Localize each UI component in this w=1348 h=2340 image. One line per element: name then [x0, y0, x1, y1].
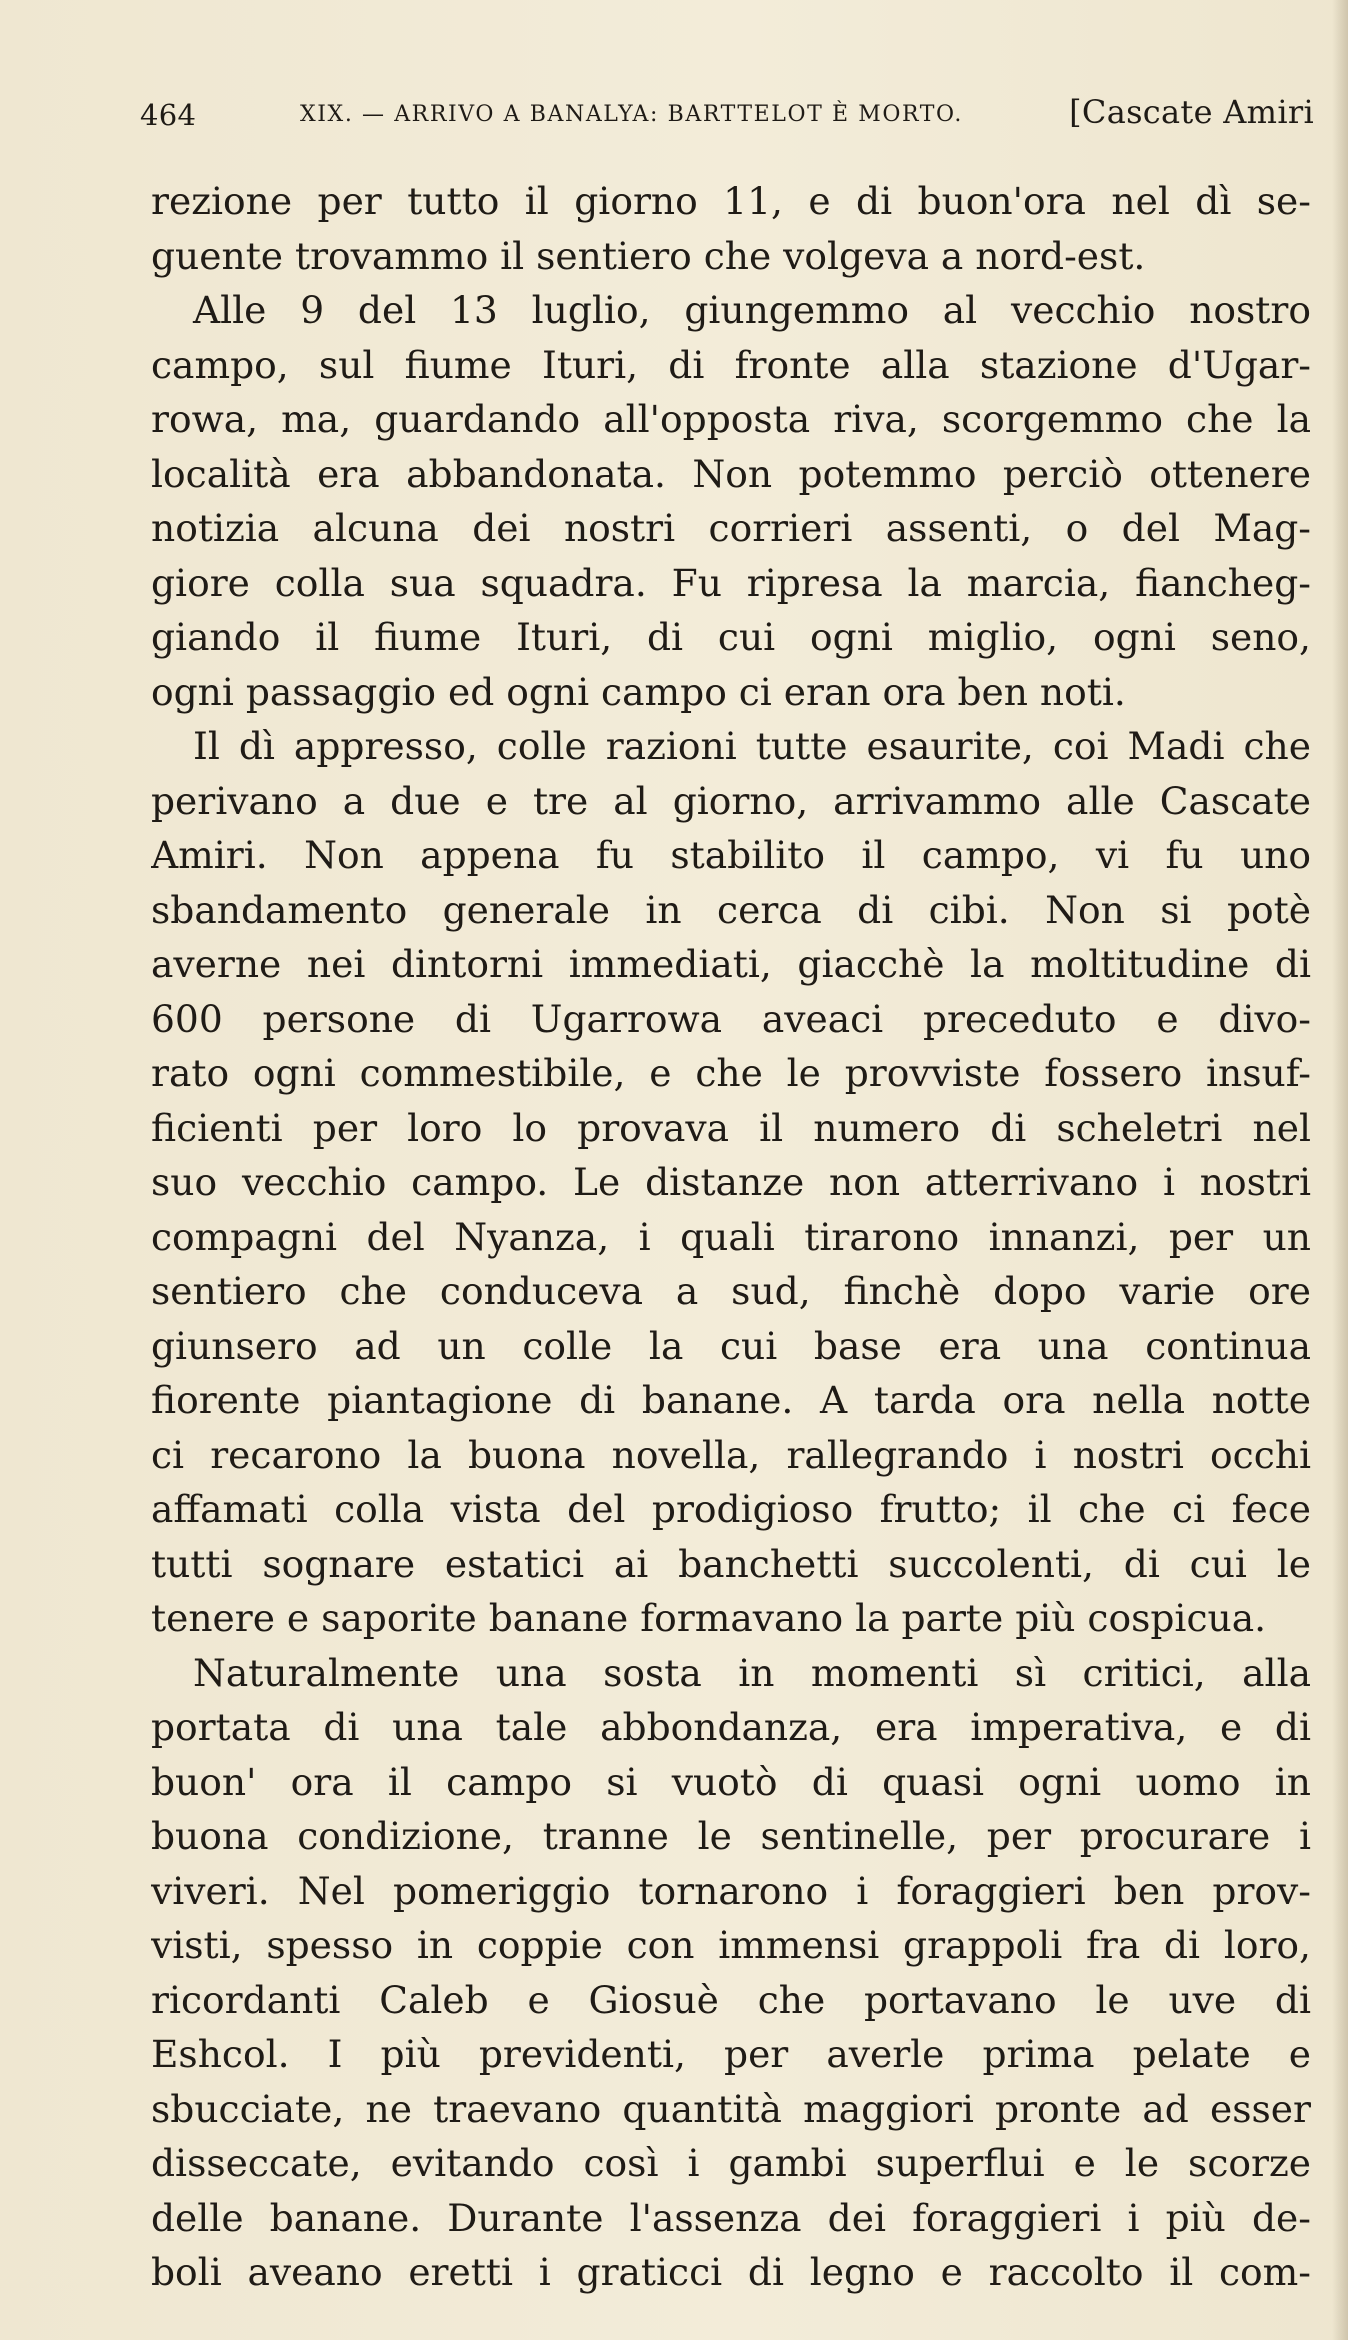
text-line: viveri. Nel pomeriggio tornarono i foraggieri ben prov-: [151, 1868, 1311, 1913]
text-line: Naturalmente una sosta in momenti sì critici, alla: [193, 1650, 1311, 1695]
text-line: tenere e saporite banane formavano la parte più cospicua.: [151, 1596, 1267, 1640]
text-line: ficienti per loro lo provava il numero di scheletri nel: [151, 1105, 1311, 1150]
text-line: località era abbandonata. Non potemmo perciò ottenere: [151, 451, 1311, 496]
text-line: notizia alcuna dei nostri corrieri assenti, o del Mag-: [151, 506, 1311, 550]
text-line: buon' ora il campo si vuotò di quasi ogni uomo in: [151, 1759, 1311, 1804]
text-line: ricordanti Caleb e Giosuè che portavano le uve di: [151, 1977, 1311, 2022]
text-line: ci recarono la buona novella, rallegrando i nostri occhi: [151, 1432, 1311, 1477]
text-line: guente trovammo il sentiero che volgeva a nord-est.: [151, 233, 1146, 278]
text-line: visti, spesso in coppie con immensi grappoli fra di loro,: [151, 1923, 1311, 1967]
page-number: 464: [140, 98, 197, 132]
text-line: averne nei dintorni immediati, giacchè la moltitudine di: [151, 942, 1311, 986]
running-title: XIX. — ARRIVO A BANALYA: BARTTELOT È MORTO.: [300, 102, 963, 127]
text-line: sbucciate, ne traevano quantità maggiori pronte ad esser: [151, 2086, 1311, 2131]
text-line: buona condizione, tranne le sentinelle, per procurare i: [151, 1814, 1311, 1858]
text-line: giando il fiume Ituri, di cui ogni miglio, ogni seno,: [151, 615, 1311, 659]
text-line: rowa, ma, guardando all'opposta riva, scorgemmo che la: [151, 397, 1311, 441]
section-note: [Cascate Amiri: [1069, 93, 1314, 131]
text-line: perivano a due e tre al giorno, arrivammo alle Cascate: [151, 778, 1311, 823]
text-line: boli aveano eretti i graticci di legno e raccolto il com-: [151, 2250, 1311, 2294]
text-line: compagni del Nyanza, i quali tirarono innanzi, per un: [151, 1214, 1311, 1259]
text-line: Alle 9 del 13 luglio, giungemmo al vecchio nostro: [193, 288, 1311, 332]
text-line: giunsero ad un colle la cui base era una continua: [151, 1323, 1311, 1368]
page-header: [140, 92, 1318, 138]
text-line: delle banane. Durante l'assenza dei foraggieri i più de-: [151, 2195, 1311, 2240]
text-line: 600 persone di Ugarrowa aveaci preceduto e divo-: [151, 996, 1311, 1041]
text-line: tutti sognare estatici ai banchetti succolenti, di cui le: [151, 1541, 1311, 1586]
text-line: campo, sul fiume Ituri, di fronte alla stazione d'Ugar-: [151, 342, 1311, 387]
text-line: sentiero che conduceva a sud, finchè dopo varie ore: [151, 1269, 1311, 1313]
text-line: Eshcol. I più previdenti, per averle prima pelate e: [151, 2032, 1311, 2076]
text-line: ogni passaggio ed ogni campo ci eran ora ben noti.: [151, 669, 1126, 714]
text-line: sbandamento generale in cerca di cibi. Non si potè: [151, 887, 1311, 932]
text-line: disseccate, evitando così i gambi superflui e le scorze: [151, 2141, 1311, 2185]
page-edge-shadow: [1332, 0, 1348, 2340]
text-line: Il dì appresso, colle razioni tutte esaurite, coi Madi che: [193, 724, 1311, 768]
text-line: rezione per tutto il giorno 11, e di buon'ora nel dì se-: [151, 179, 1311, 223]
text-line: suo vecchio campo. Le distanze non atterrivano i nostri: [151, 1160, 1311, 1204]
text-line: fiorente piantagione di banane. A tarda ora nella notte: [151, 1378, 1311, 1422]
text-line: giore colla sua squadra. Fu ripresa la marcia, fiancheg-: [151, 560, 1311, 605]
text-line: Amiri. Non appena fu stabilito il campo, vi fu uno: [151, 833, 1311, 877]
text-line: rato ogni commestibile, e che le provviste fossero insuf-: [151, 1051, 1311, 1095]
body-text: [151, 174, 1311, 2300]
text-line: affamati colla vista del prodigioso frutto; il che ci fece: [151, 1487, 1311, 1531]
text-line: portata di una tale abbondanza, era imperativa, e di: [151, 1705, 1311, 1749]
